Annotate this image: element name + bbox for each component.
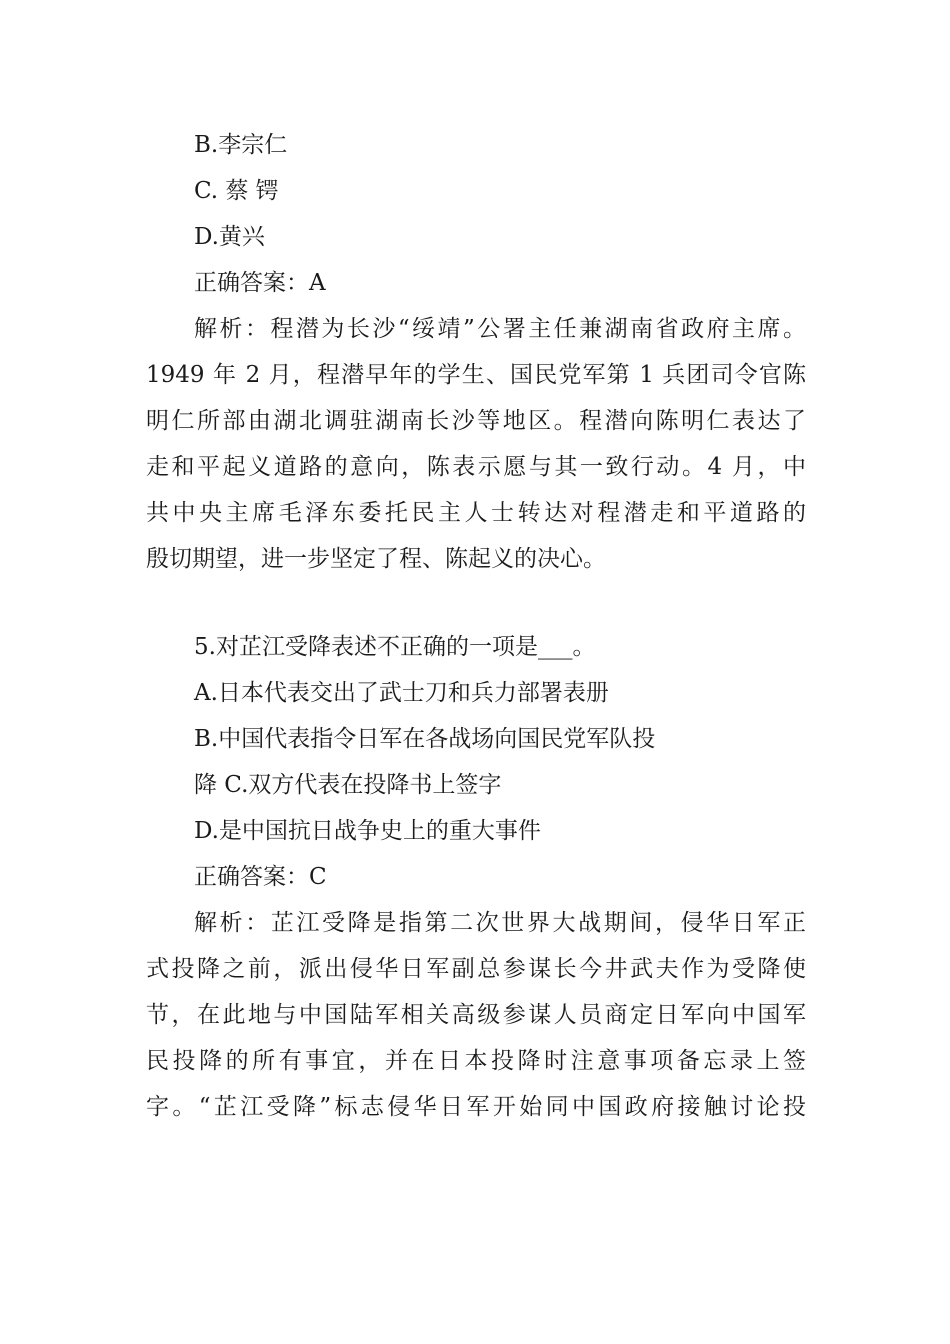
q4-option-b: B.李宗仁 (194, 132, 288, 158)
q5-option-d: D.是中国抗日战争史上的重大事件 (194, 818, 541, 844)
q5-analysis-line: 字。“芷江受降”标志侵华日军开始同中国政府接触讨论投 (146, 1094, 806, 1120)
q5-analysis-line: 节，在此地与中国陆军相关高级参谋人员商定日军向中国军 (146, 1002, 806, 1028)
q5-analysis-line: 解析：芷江受降是指第二次世界大战期间，侵华日军正 (194, 910, 806, 936)
q4-analysis-line: 明仁所部由湖北调驻湖南长沙等地区。程潜向陈明仁表达了 (146, 408, 806, 434)
q5-option-b: B.中国代表指令日军在各战场向国民党军队投 (194, 726, 656, 752)
q5-option-a: A.日本代表交出了武士刀和兵力部署表册 (194, 680, 609, 706)
q5-analysis-line: 民投降的所有事宜，并在日本投降时注意事项备忘录上签 (146, 1048, 806, 1074)
q4-option-d: D.黄兴 (194, 224, 265, 250)
q5-analysis-line: 式投降之前，派出侵华日军副总参谋长今井武夫作为受降使 (146, 956, 806, 982)
q5-option-b-c: 降 C.双方代表在投降书上签字 (194, 772, 502, 798)
q4-analysis-line: 走和平起义道路的意向，陈表示愿与其一致行动。4 月，中 (146, 454, 806, 480)
q5-answer: 正确答案：C (194, 864, 327, 890)
q5-question: 5.对芷江受降表述不正确的一项是___。 (194, 634, 596, 660)
q4-analysis-line: 殷切期望，进一步坚定了程、陈起义的决心。 (146, 546, 606, 572)
q4-analysis-line: 共中央主席毛泽东委托民主人士转达对程潜走和平道路的 (146, 500, 806, 526)
q4-analysis-line: 解析：程潜为长沙“绥靖”公署主任兼湖南省政府主席。 (194, 316, 806, 342)
q4-option-c: C. 蔡 锷 (194, 178, 279, 204)
q4-answer: 正确答案：A (194, 270, 326, 296)
q4-analysis-line: 1949 年 2 月，程潜早年的学生、国民党军第 1 兵团司令官陈 (146, 362, 806, 388)
